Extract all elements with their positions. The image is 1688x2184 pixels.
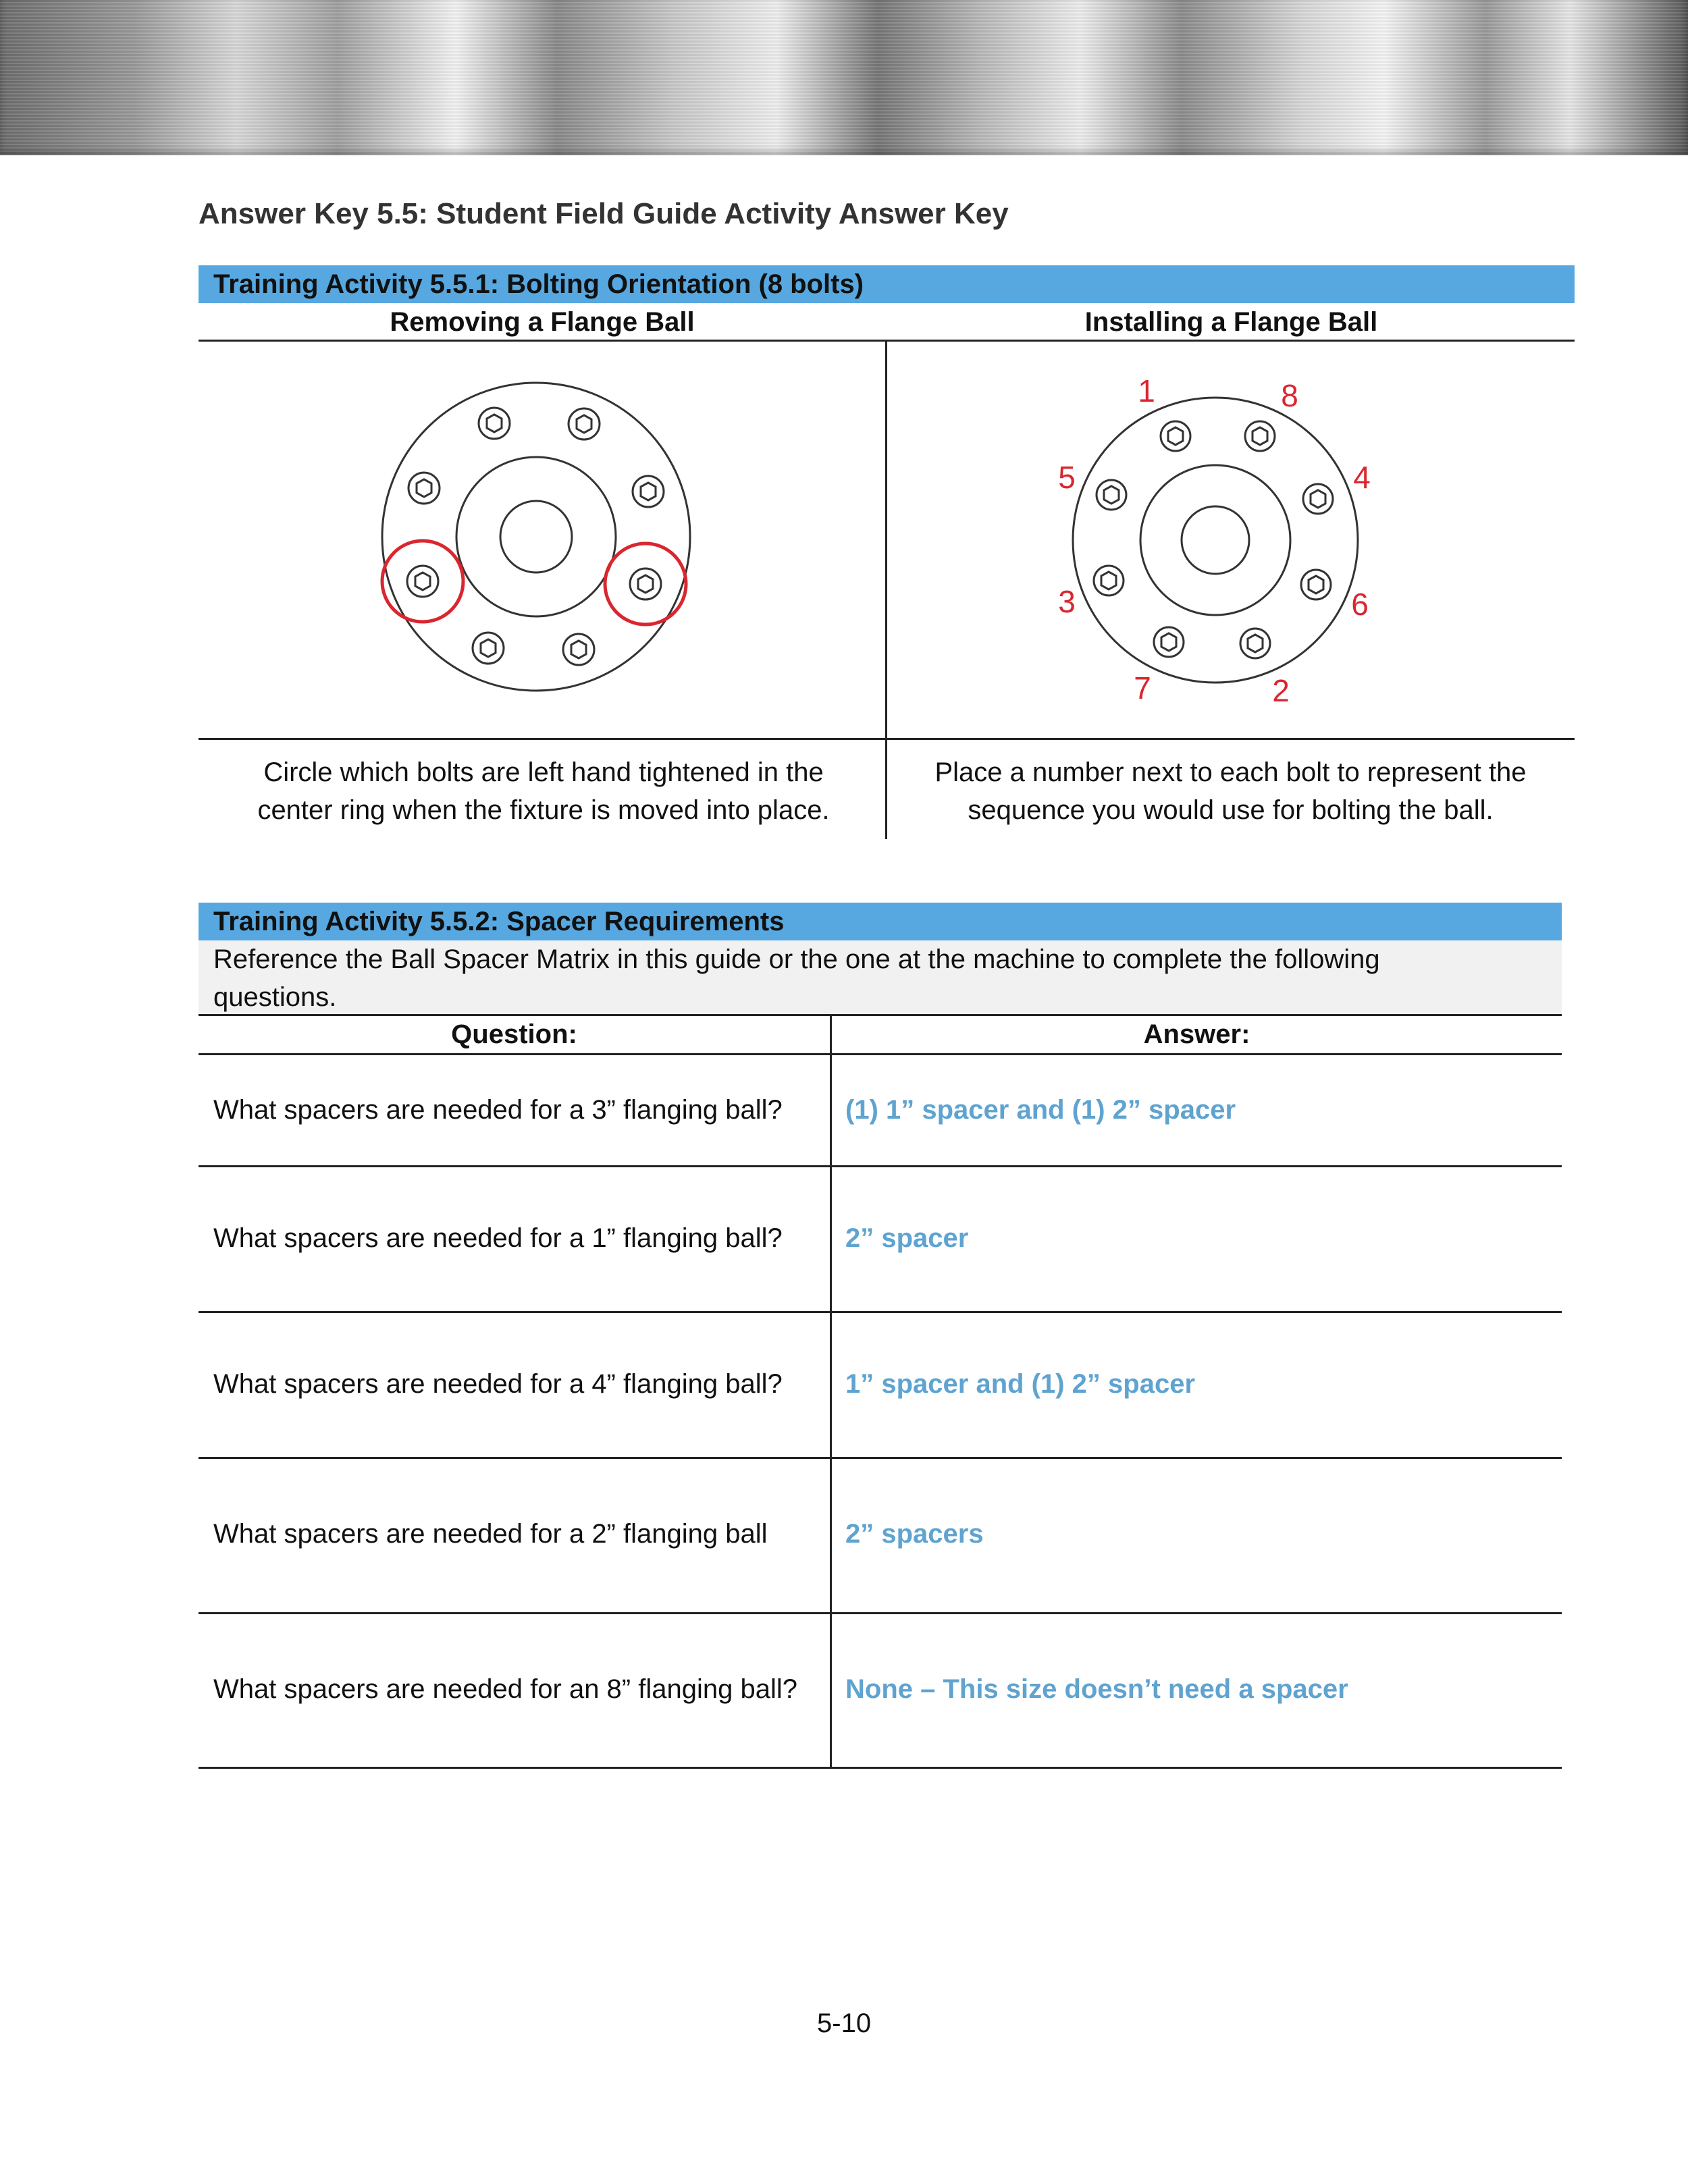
bolt-icon	[563, 634, 594, 665]
removing-heading: Removing a Flange Ball	[390, 307, 695, 337]
installing-caption: Place a number next to each bolt to represent the sequence you would use for bolting the ball.	[934, 757, 1527, 825]
table-header-rule	[199, 1053, 1562, 1055]
question-heading: Question:	[451, 1019, 577, 1049]
installing-flange-diagram	[1040, 368, 1404, 712]
flange-center-ring	[456, 457, 616, 616]
row-rule	[199, 1165, 1562, 1167]
bolt-icon	[1161, 421, 1190, 451]
bolt-icon	[1094, 566, 1124, 595]
bolt-icon	[1097, 480, 1126, 510]
removing-flange-diagram	[368, 371, 706, 709]
diagram-bottom-rule	[199, 738, 1575, 740]
flange-bore	[1182, 506, 1249, 574]
sequence-label: 7	[1134, 670, 1151, 705]
activity-2-instructions: Reference the Ball Spacer Matrix in this guide or the one at the machine to complete the following questions.	[199, 940, 1562, 1015]
metallic-banner	[0, 0, 1688, 155]
activity-1-header: Training Activity 5.5.1: Bolting Orientation (8 bolts)	[199, 265, 1575, 303]
answer-cell: 2” spacer	[845, 1223, 969, 1253]
bolt-icon	[1245, 421, 1275, 451]
activity-2-header: Training Activity 5.5.2: Spacer Requirements	[199, 903, 1562, 940]
heading-rule-right	[886, 340, 1575, 342]
sequence-label: 3	[1058, 584, 1076, 619]
bolt-icon	[407, 566, 438, 597]
answer-cell: None – This size doesn’t need a spacer	[845, 1674, 1348, 1704]
row-rule	[199, 1457, 1562, 1459]
answer-cell: (1) 1” spacer and (1) 2” spacer	[845, 1095, 1236, 1125]
installing-heading: Installing a Flange Ball	[1084, 307, 1378, 337]
bolt-icon	[408, 473, 440, 504]
bolt-icon	[630, 568, 661, 600]
bolt-icon	[1301, 570, 1331, 600]
flange-outer-ring	[382, 383, 690, 691]
row-rule	[199, 1612, 1562, 1614]
question-cell: What spacers are needed for a 3” flanging ball?	[213, 1095, 783, 1125]
flange-outer-ring	[1073, 398, 1358, 683]
row-rule	[199, 1311, 1562, 1313]
answer-cell: 2” spacers	[845, 1519, 984, 1549]
question-cell: What spacers are needed for a 1” flanging ball?	[213, 1223, 783, 1253]
table-bottom-rule	[199, 1767, 1562, 1769]
question-cell: What spacers are needed for a 4” flanging ball?	[213, 1369, 783, 1399]
bolt-icon	[1303, 484, 1333, 514]
sequence-label: 8	[1281, 378, 1298, 413]
bolt-icon	[479, 408, 510, 439]
table-top-rule	[199, 1014, 1562, 1016]
page-title: Answer Key 5.5: Student Field Guide Activity Answer Key	[199, 197, 1009, 230]
bolt-icon	[1154, 627, 1184, 657]
activity-1-divider	[885, 341, 887, 839]
question-cell: What spacers are needed for an 8” flanging ball?	[213, 1674, 797, 1704]
bolt-icon	[633, 476, 664, 507]
sequence-label: 6	[1351, 587, 1369, 622]
flange-bore	[500, 501, 572, 572]
answer-cell: 1” spacer and (1) 2” spacer	[845, 1369, 1196, 1399]
sequence-label: 2	[1272, 673, 1290, 708]
answer-heading: Answer:	[1143, 1019, 1250, 1049]
table-column-divider	[830, 1014, 832, 1767]
bolt-icon	[569, 408, 600, 440]
flange-center-ring	[1140, 465, 1290, 615]
sequence-label: 1	[1138, 373, 1155, 408]
page-number: 5-10	[817, 2008, 872, 2038]
removing-caption: Circle which bolts are left hand tightened in the center ring when the fixture is moved into place.	[257, 757, 830, 825]
sequence-label: 5	[1058, 460, 1076, 495]
bolt-icon	[473, 633, 504, 664]
sequence-label: 4	[1353, 460, 1371, 495]
bolt-icon	[1240, 629, 1270, 658]
question-cell: What spacers are needed for a 2” flanging ball	[213, 1519, 768, 1549]
heading-rule-left	[199, 340, 886, 342]
